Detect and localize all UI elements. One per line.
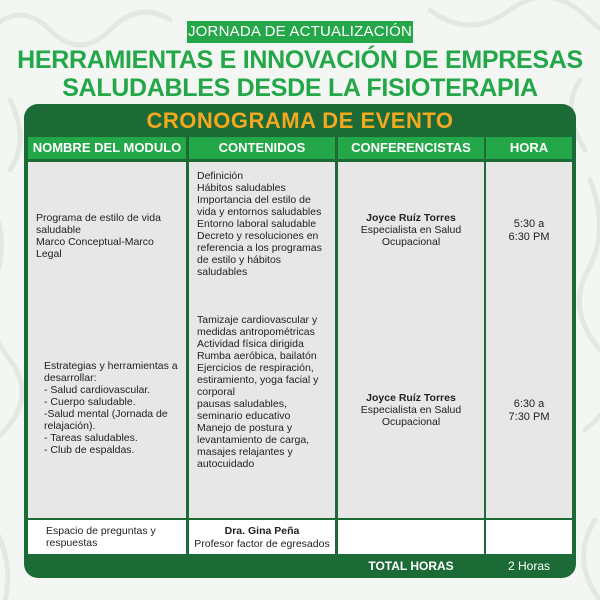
module-row2 bbox=[44, 360, 182, 456]
module-row2-intro: Estrategias y herramientas a desarrollar: bbox=[44, 360, 178, 384]
module-row2-item: - Cuerpo saludable. bbox=[44, 396, 136, 408]
contents-row1 bbox=[197, 170, 331, 278]
content-item: Decreto y resoluciones en referencia a los programas de estilo y hábitos saludables bbox=[197, 230, 322, 278]
speaker-row2 bbox=[352, 392, 470, 428]
content-item: Importancia del estilo de vida y entornos saludables bbox=[197, 194, 322, 218]
module-row2-item: -Salud mental (Jornada de relajación). bbox=[44, 408, 168, 432]
time-start: 5:30 a bbox=[513, 218, 545, 230]
speaker-name: Joyce Ruíz Torres bbox=[366, 212, 456, 224]
content-item: pausas saludables, seminario educativo bbox=[197, 398, 291, 422]
header-speakers: CONFERENCISTAS bbox=[338, 137, 484, 159]
content-item: Manejo de postura y levantamiento de carga, masajes relajantes y autocuidado bbox=[197, 422, 310, 470]
speaker-name: Joyce Ruíz Torres bbox=[366, 392, 456, 404]
total-hours-value: 2 Horas bbox=[507, 559, 551, 573]
time-start: 6:30 a bbox=[513, 398, 545, 410]
contents-cell bbox=[189, 162, 335, 518]
qa-module-text: Espacio de preguntas y respuestas bbox=[46, 525, 156, 549]
module-row1-line1: Programa de estilo de vida saludable bbox=[36, 212, 161, 236]
qa-module-cell bbox=[28, 520, 186, 554]
qa-time-cell bbox=[486, 520, 572, 554]
total-hours-label: TOTAL HORAS bbox=[368, 559, 454, 573]
header-module: NOMBRE DEL MODULO bbox=[28, 137, 186, 159]
time-row1 bbox=[486, 218, 572, 244]
time-end: 6:30 PM bbox=[508, 231, 550, 243]
module-row1-line2: Marco Conceptual-Marco Legal bbox=[36, 236, 154, 260]
page-title-line1: HERRAMIENTAS E INNOVACIÓN DE EMPRESAS bbox=[17, 46, 583, 74]
schedule-title: CRONOGRAMA DE EVENTO bbox=[146, 108, 454, 133]
content-item: Rumba aeróbica, bailatón bbox=[197, 350, 317, 362]
event-badge: JORNADA DE ACTUALIZACIÓN bbox=[187, 21, 413, 43]
qa-speakers-cell bbox=[338, 520, 484, 554]
module-row2-item: - Salud cardiovascular. bbox=[44, 384, 151, 396]
content-item: Hábitos saludables bbox=[197, 182, 286, 194]
content-item: Tamizaje cardiovascular y medidas antropométricas bbox=[197, 314, 318, 338]
module-row2-item: - Tareas saludables. bbox=[44, 432, 138, 444]
qa-contents-cell bbox=[189, 520, 335, 554]
speaker-row1 bbox=[352, 212, 470, 248]
time-end: 7:30 PM bbox=[508, 411, 550, 423]
module-cell bbox=[28, 162, 186, 518]
speaker-role: Especialista en Salud Ocupacional bbox=[360, 404, 462, 428]
content-item: Definición bbox=[197, 170, 244, 182]
header-time: HORA bbox=[486, 137, 572, 159]
contents-row2 bbox=[197, 314, 331, 470]
page-title-line2: SALUDABLES DESDE LA FISIOTERAPIA bbox=[62, 74, 538, 102]
header-contents: CONTENIDOS bbox=[189, 137, 335, 159]
module-row2-item: - Club de espaldas. bbox=[44, 444, 135, 456]
qa-speaker-name: Dra. Gina Peña bbox=[224, 525, 300, 537]
content-item: Ejercicios de respiración, estiramiento, yoga facial y corporal bbox=[197, 362, 319, 398]
time-cell bbox=[486, 162, 572, 518]
speaker-role: Especialista en Salud Ocupacional bbox=[360, 224, 462, 248]
module-row1 bbox=[36, 212, 182, 260]
time-row2 bbox=[486, 398, 572, 424]
content-item: Entorno laboral saludable bbox=[197, 218, 317, 230]
content-item: Actividad física dirigida bbox=[197, 338, 304, 350]
speakers-cell bbox=[338, 162, 484, 518]
qa-speaker-role: Profesor factor de egresados bbox=[194, 538, 330, 550]
